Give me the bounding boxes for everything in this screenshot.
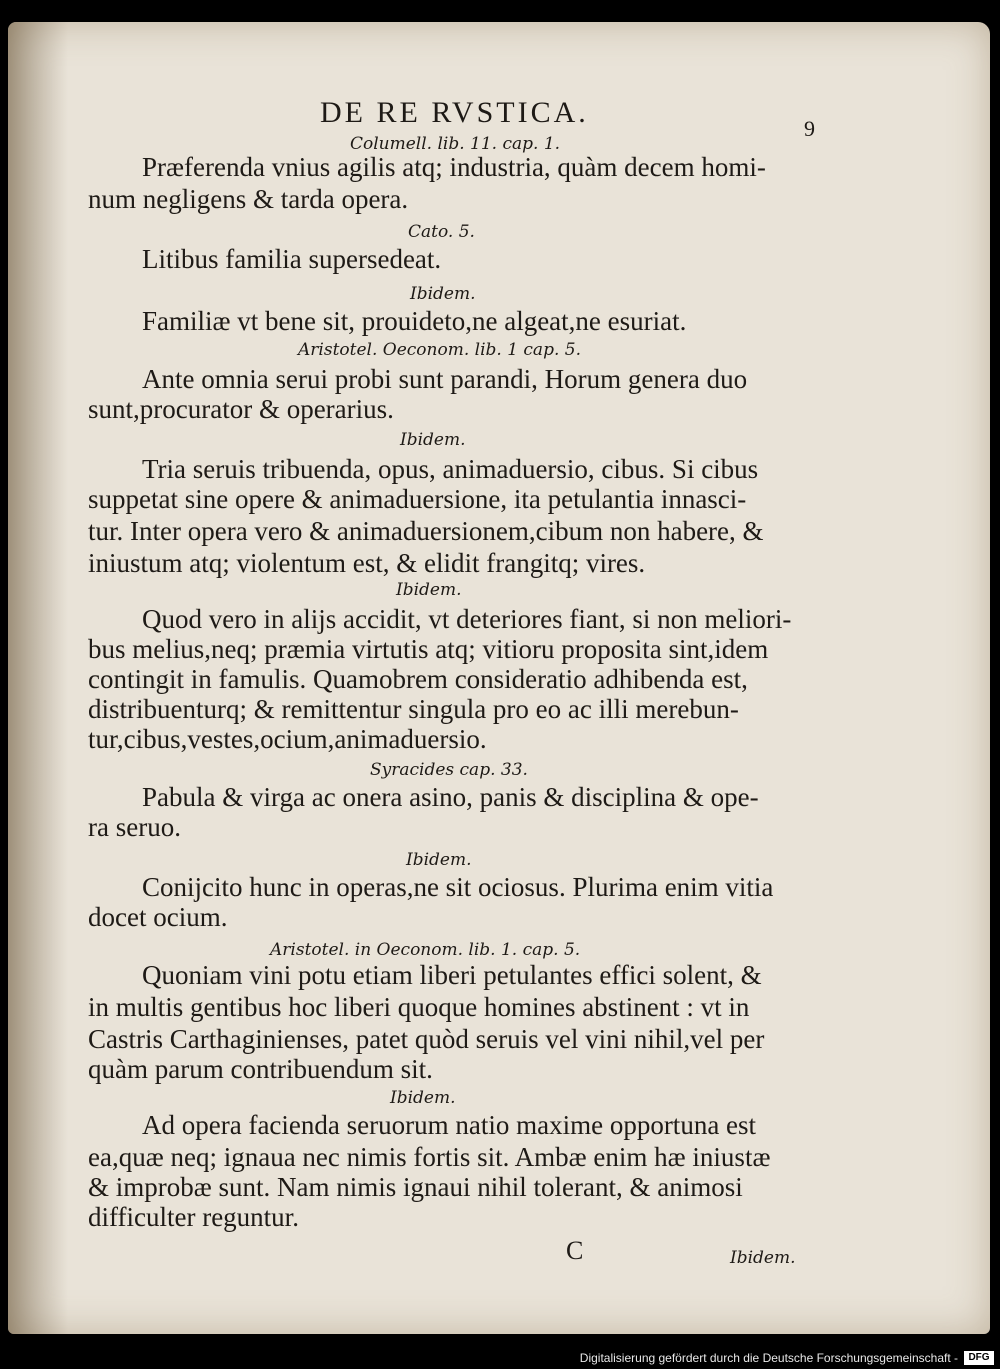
text-line: Ante omnia serui probi sunt parandi, Horum genera duo	[142, 364, 748, 394]
signature-mark: C	[566, 1236, 584, 1265]
source-heading: Cato. 5.	[408, 222, 475, 242]
text-line: bus melius,neq; præmia virtutis atq; vitioru proposita sint,idem	[88, 634, 769, 664]
running-title: DE RE RVSTICA.	[320, 96, 589, 129]
text-line: Quoniam vini potu etiam liberi petulantes effici solent, &	[142, 960, 762, 990]
source-heading: Aristotel. in Oeconom. lib. 1. cap. 5.	[270, 940, 581, 960]
text-line: sunt,procurator & operarius.	[88, 394, 394, 424]
text-line: Conijcito hunc in operas,ne sit ociosus. Plurima enim vitia	[142, 872, 774, 902]
text-line: suppetat sine opere & animaduersione, ita petulantia innasci-	[88, 484, 747, 514]
text-line: tur,cibus,vestes,ocium,animaduersio.	[88, 724, 487, 754]
text-line: Ad opera facienda seruorum natio maxime opportuna est	[142, 1110, 757, 1140]
source-heading: Ibidem.	[406, 850, 472, 870]
footer-credit: Digitalisierung gefördert durch die Deutsche Forschungsgemeinschaft -	[579, 1351, 958, 1365]
text-line: difficulter reguntur.	[88, 1202, 299, 1232]
source-heading: Ibidem.	[410, 284, 476, 304]
page-number: 9	[804, 116, 815, 141]
source-heading: Columell. lib. 11. cap. 1.	[350, 134, 561, 154]
source-heading: Syracides cap. 33.	[370, 760, 528, 780]
text-line: ra seruo.	[88, 812, 181, 842]
source-heading: Ibidem.	[400, 430, 466, 450]
catchword: Ibidem.	[730, 1248, 796, 1268]
text-line: num negligens & tarda opera.	[88, 184, 409, 214]
text-line: in multis gentibus hoc liberi quoque homines abstinent : vt in	[88, 992, 750, 1022]
text-line: quàm parum contribuendum sit.	[88, 1054, 433, 1084]
text-line: & improbæ sunt. Nam nimis ignaui nihil tolerant, & animosi	[88, 1172, 743, 1202]
text-line: contingit in famulis. Quamobrem consideratio adhibenda est,	[88, 664, 748, 694]
text-line: distribuenturq; & remittentur singula pro eo ac illi merebun-	[88, 694, 739, 724]
source-heading: Aristotel. Oeconom. lib. 1 cap. 5.	[298, 340, 581, 360]
text-line: Pabula & virga ac onera asino, panis & disciplina & ope-	[142, 782, 759, 812]
dfg-logo-icon: DFG	[964, 1351, 994, 1365]
text-line: docet ocium.	[88, 902, 228, 932]
digitization-footer	[0, 1348, 1000, 1369]
text-line: Tria seruis tribuenda, opus, animaduersio, cibus. Si cibus	[142, 454, 759, 484]
text-line: tur. Inter opera vero & animaduersionem,cibum non habere, &	[88, 516, 764, 546]
text-line: Quod vero in alijs accidit, vt deteriores fiant, si non meliori-	[142, 604, 792, 634]
text-line: ea,quæ neq; ignaua nec nimis fortis sit. Ambæ enim hæ iniustæ	[88, 1142, 771, 1172]
source-heading: Ibidem.	[390, 1088, 456, 1108]
book-page	[8, 22, 990, 1334]
text-line: Præferenda vnius agilis atq; industria, quàm decem homi-	[142, 152, 766, 182]
text-line: Familiæ vt bene sit, prouideto,ne algeat,ne esuriat.	[142, 306, 687, 336]
text-line: iniustum atq; violentum est, & elidit frangitq; vires.	[88, 548, 646, 578]
source-heading: Ibidem.	[396, 580, 462, 600]
text-line: Litibus familia supersedeat.	[142, 244, 442, 274]
text-line: Castris Carthaginienses, patet quòd seruis vel vini nihil,vel per	[88, 1024, 765, 1054]
